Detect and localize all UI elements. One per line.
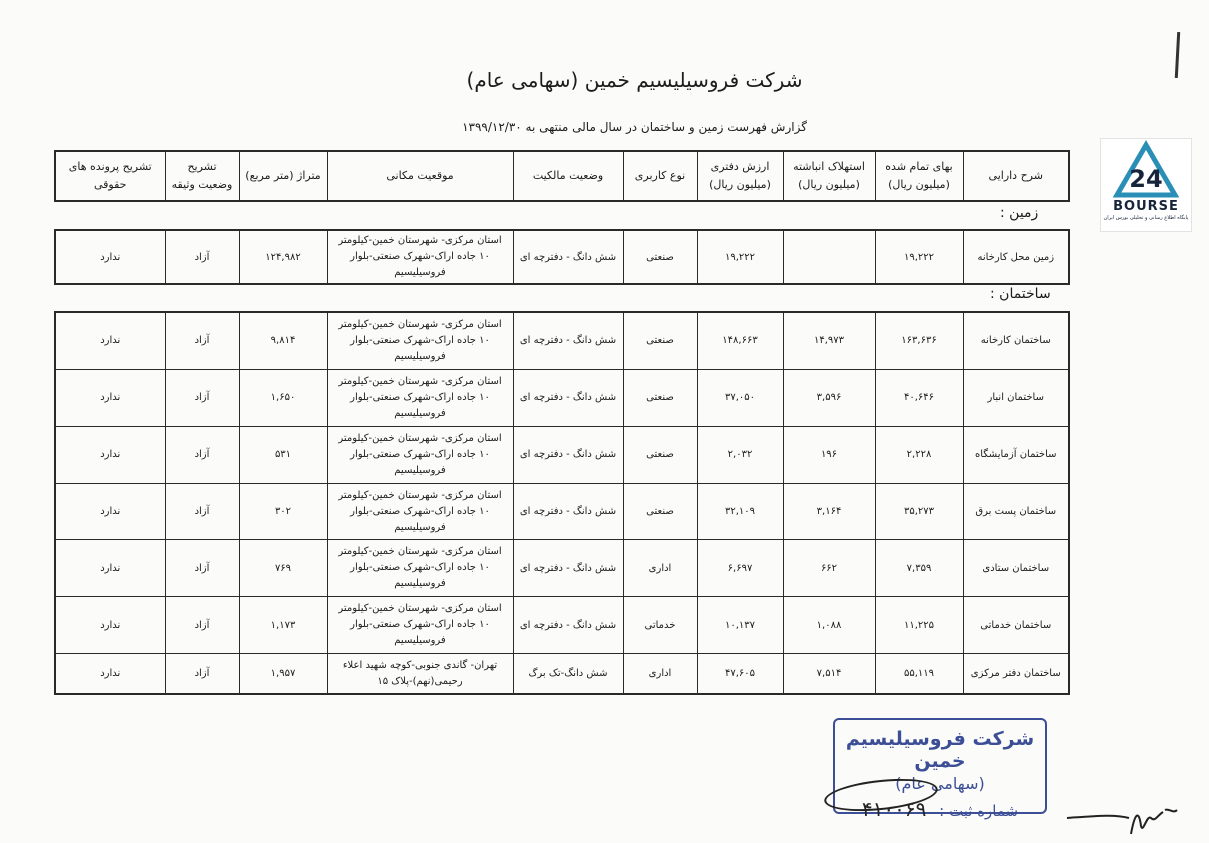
table-row bbox=[55, 483, 1069, 540]
cell-depreciation: ۶۶۲ bbox=[783, 540, 875, 597]
cell-book: ۱۰,۱۳۷ bbox=[697, 597, 783, 654]
table-row bbox=[55, 426, 1069, 483]
col-legal: تشریح پرونده های حقوقی bbox=[55, 151, 165, 201]
cell-legal: ندارد bbox=[55, 312, 165, 369]
col-depreciation: استهلاک انباشته (میلیون ریال) bbox=[783, 151, 875, 201]
cell-location: استان مرکزی- شهرستان خمین-کیلومتر ۱۰ جاده اراک-شهرک صنعتی-بلوار فروسیلیسیم bbox=[327, 369, 513, 426]
cell-cost: ۵۵,۱۱۹ bbox=[875, 654, 963, 694]
cell-cost: ۱۶۳,۶۳۶ bbox=[875, 312, 963, 369]
col-collateral: تشریح وضعیت وثیقه bbox=[165, 151, 239, 201]
cell-ownership: شش دانگ - دفترچه ای bbox=[513, 312, 623, 369]
cell-depreciation: ۳,۵۹۶ bbox=[783, 369, 875, 426]
table-row bbox=[55, 230, 1069, 284]
cell-legal: ندارد bbox=[55, 540, 165, 597]
cell-legal: ندارد bbox=[55, 654, 165, 694]
cell-collateral: آزاد bbox=[165, 369, 239, 426]
cell-cost: ۷,۳۵۹ bbox=[875, 540, 963, 597]
cell-area: ۵۳۱ bbox=[239, 426, 327, 483]
cell-ownership: شش دانگ - دفترچه ای bbox=[513, 230, 623, 284]
cell-location: استان مرکزی- شهرستان خمین-کیلومتر ۱۰ جاده اراک-شهرک صنعتی-بلوار فروسیلیسیم bbox=[327, 597, 513, 654]
cell-cost: ۳۵,۲۷۳ bbox=[875, 483, 963, 540]
cell-desc: ساختمان آزمایشگاه bbox=[963, 426, 1069, 483]
section-land-label: زمین : bbox=[1000, 205, 1039, 221]
cell-usage: صنعتی bbox=[623, 426, 697, 483]
report-subtitle: گزارش فهرست زمین و ساختمان در سال مالی منتهی به ۱۳۹۹/۱۲/۳۰ bbox=[462, 120, 807, 134]
land-table bbox=[54, 229, 1070, 285]
cell-ownership: شش دانگ - دفترچه ای bbox=[513, 540, 623, 597]
stamp-reg-label: شماره ثبت : bbox=[939, 802, 1019, 820]
cell-depreciation: ۱,۰۸۸ bbox=[783, 597, 875, 654]
table-row bbox=[55, 369, 1069, 426]
table-row bbox=[55, 540, 1069, 597]
cell-collateral: آزاد bbox=[165, 230, 239, 284]
page-title: شرکت فروسیلیسیم خمین (سهامی عام) bbox=[466, 68, 803, 92]
cell-location: استان مرکزی- شهرستان خمین-کیلومتر ۱۰ جاده اراک-شهرک صنعتی-بلوار فروسیلیسیم bbox=[327, 426, 513, 483]
cell-desc: ساختمان کارخانه bbox=[963, 312, 1069, 369]
table-row bbox=[55, 312, 1069, 369]
col-book-value: ارزش دفتری (میلیون ریال) bbox=[697, 151, 783, 201]
cell-book: ۳۷,۰۵۰ bbox=[697, 369, 783, 426]
cell-depreciation bbox=[783, 230, 875, 284]
cell-usage: اداری bbox=[623, 654, 697, 694]
cell-cost: ۱۱,۲۲۵ bbox=[875, 597, 963, 654]
cell-desc: ساختمان دفتر مرکزی bbox=[963, 654, 1069, 694]
cell-location: استان مرکزی- شهرستان خمین-کیلومتر ۱۰ جاده اراک-شهرک صنعتی-بلوار فروسیلیسیم bbox=[327, 483, 513, 540]
cell-legal: ندارد bbox=[55, 230, 165, 284]
svg-text:24: 24 bbox=[1129, 165, 1163, 193]
cell-usage: اداری bbox=[623, 540, 697, 597]
bourse-logo bbox=[1100, 138, 1192, 232]
cell-usage: خدماتی bbox=[623, 597, 697, 654]
cell-area: ۱,۱۷۳ bbox=[239, 597, 327, 654]
cell-book: ۲,۰۳۲ bbox=[697, 426, 783, 483]
cell-depreciation: ۱۴,۹۷۳ bbox=[783, 312, 875, 369]
cell-legal: ندارد bbox=[55, 597, 165, 654]
cell-desc: ساختمان ستادی bbox=[963, 540, 1069, 597]
cell-ownership: شش دانگ-تک برگ bbox=[513, 654, 623, 694]
stamp-company-type: (سهامی عام) bbox=[895, 774, 985, 793]
cell-area: ۱۲۴,۹۸۲ bbox=[239, 230, 327, 284]
cell-book: ۱۴۸,۶۶۳ bbox=[697, 312, 783, 369]
buildings-table bbox=[54, 311, 1070, 695]
col-cost: بهای تمام شده (میلیون ریال) bbox=[875, 151, 963, 201]
cell-collateral: آزاد bbox=[165, 597, 239, 654]
cell-collateral: آزاد bbox=[165, 483, 239, 540]
cell-area: ۹,۸۱۴ bbox=[239, 312, 327, 369]
cell-desc: زمین محل کارخانه bbox=[963, 230, 1069, 284]
cell-cost: ۲,۲۲۸ bbox=[875, 426, 963, 483]
cell-cost: ۴۰,۶۴۶ bbox=[875, 369, 963, 426]
cell-legal: ندارد bbox=[55, 426, 165, 483]
cell-cost: ۱۹,۲۲۲ bbox=[875, 230, 963, 284]
cell-book: ۳۲,۱۰۹ bbox=[697, 483, 783, 540]
cell-area: ۱,۹۵۷ bbox=[239, 654, 327, 694]
cell-book: ۱۹,۲۲۲ bbox=[697, 230, 783, 284]
table-row bbox=[55, 654, 1069, 694]
cell-legal: ندارد bbox=[55, 483, 165, 540]
cell-depreciation: ۳,۱۶۴ bbox=[783, 483, 875, 540]
cell-collateral: آزاد bbox=[165, 426, 239, 483]
cell-ownership: شش دانگ - دفترچه ای bbox=[513, 483, 623, 540]
cell-usage: صنعتی bbox=[623, 230, 697, 284]
signature-icon bbox=[1065, 804, 1185, 838]
cell-location: استان مرکزی- شهرستان خمین-کیلومتر ۱۰ جاده اراک-شهرک صنعتی-بلوار فروسیلیسیم bbox=[327, 312, 513, 369]
col-area: متراژ (متر مربع) bbox=[239, 151, 327, 201]
header-table bbox=[54, 150, 1070, 202]
logo-text: BOURSE bbox=[1113, 199, 1179, 214]
cell-ownership: شش دانگ - دفترچه ای bbox=[513, 597, 623, 654]
cell-collateral: آزاد bbox=[165, 540, 239, 597]
cell-usage: صنعتی bbox=[623, 369, 697, 426]
cell-ownership: شش دانگ - دفترچه ای bbox=[513, 369, 623, 426]
cell-area: ۱,۶۵۰ bbox=[239, 369, 327, 426]
cell-legal: ندارد bbox=[55, 369, 165, 426]
header-row bbox=[55, 151, 1069, 201]
cell-desc: ساختمان انبار bbox=[963, 369, 1069, 426]
cell-location: استان مرکزی- شهرستان خمین-کیلومتر ۱۰ جاده اراک-شهرک صنعتی-بلوار فروسیلیسیم bbox=[327, 230, 513, 284]
stamp-company-name: شرکت فروسیلیسیم خمین bbox=[845, 728, 1035, 772]
logo-subtext: پایگاه اطلاع رسانی و تحلیلی بورس ایران bbox=[1103, 215, 1189, 221]
section-buildings-label: ساختمان : bbox=[990, 286, 1051, 302]
cell-desc: ساختمان پست برق bbox=[963, 483, 1069, 540]
cell-book: ۶,۶۹۷ bbox=[697, 540, 783, 597]
cell-usage: صنعتی bbox=[623, 483, 697, 540]
cell-desc: ساختمان خدماتی bbox=[963, 597, 1069, 654]
cell-depreciation: ۱۹۶ bbox=[783, 426, 875, 483]
cell-area: ۳۰۲ bbox=[239, 483, 327, 540]
cell-depreciation: ۷,۵۱۴ bbox=[783, 654, 875, 694]
cell-collateral: آزاد bbox=[165, 654, 239, 694]
cell-usage: صنعتی bbox=[623, 312, 697, 369]
cell-area: ۷۶۹ bbox=[239, 540, 327, 597]
col-location: موقعیت مکانی bbox=[327, 151, 513, 201]
cell-ownership: شش دانگ - دفترچه ای bbox=[513, 426, 623, 483]
col-ownership: وضعیت مالکیت bbox=[513, 151, 623, 201]
stamp-reg-value: ۴۱۰۰۶۹ bbox=[861, 797, 927, 821]
cell-location: تهران- گاندی جنوبی-کوچه شهید اعلاء رحیمی(نهم)-پلاک ۱۵ bbox=[327, 654, 513, 694]
cell-location: استان مرکزی- شهرستان خمین-کیلومتر ۱۰ جاده اراک-شهرک صنعتی-بلوار فروسیلیسیم bbox=[327, 540, 513, 597]
cell-collateral: آزاد bbox=[165, 312, 239, 369]
table-row bbox=[55, 597, 1069, 654]
col-desc: شرح دارایی bbox=[963, 151, 1069, 201]
cell-book: ۴۷,۶۰۵ bbox=[697, 654, 783, 694]
col-usage: نوع کاربری bbox=[623, 151, 697, 201]
logo-triangle-icon bbox=[1111, 139, 1181, 199]
